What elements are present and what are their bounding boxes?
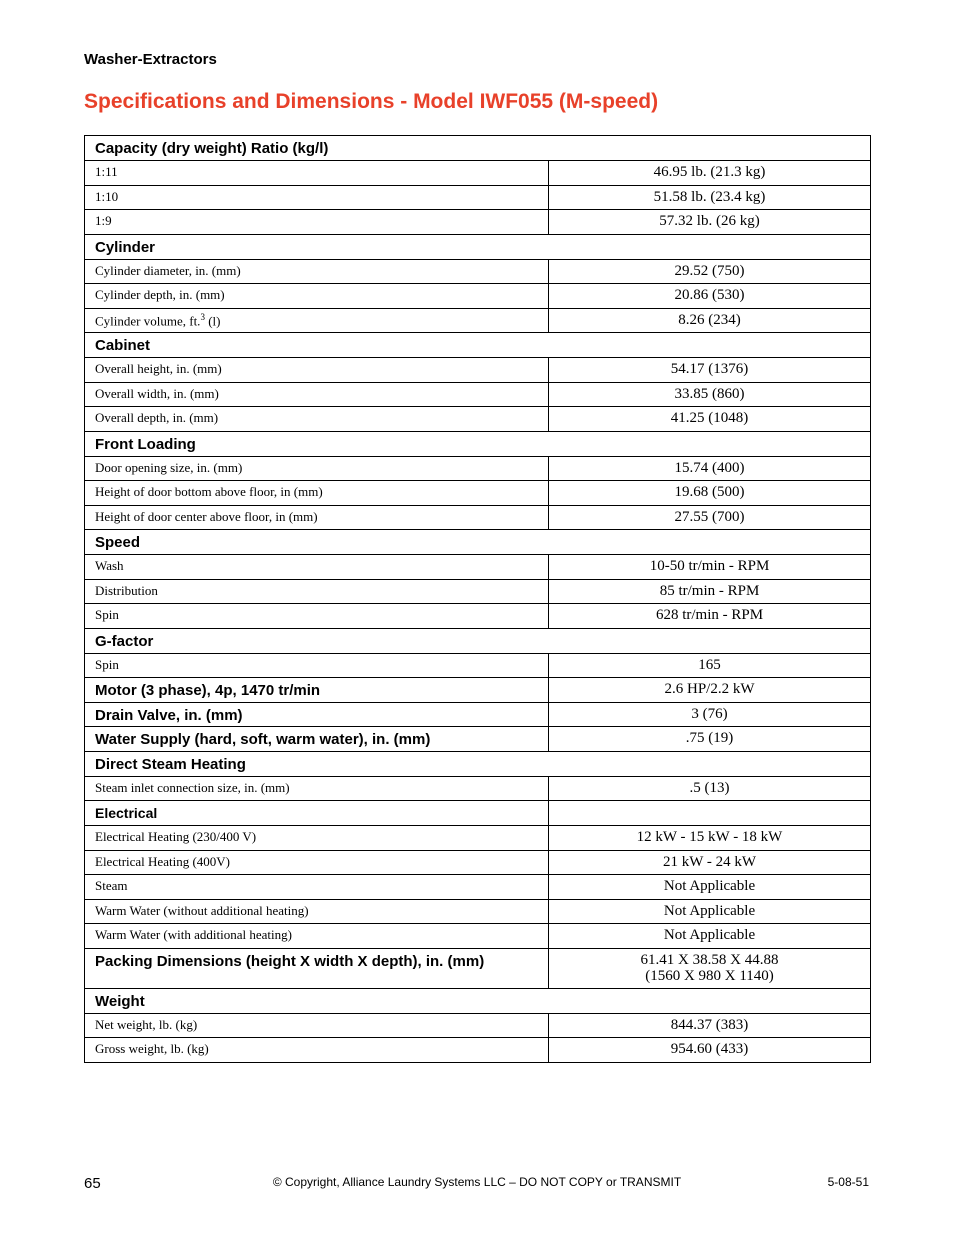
table-row xyxy=(85,284,871,309)
spec-value: 27.55 (700) xyxy=(549,505,871,530)
spec-value: 85 tr/min - RPM xyxy=(549,579,871,604)
spec-label: Spin xyxy=(85,653,549,678)
spec-value: 57.32 lb. (26 kg) xyxy=(549,210,871,235)
table-row xyxy=(85,161,871,186)
spec-value: 51.58 lb. (23.4 kg) xyxy=(549,185,871,210)
table-row xyxy=(85,604,871,629)
table-row xyxy=(85,210,871,235)
section-heading-cabinet: Cabinet xyxy=(85,333,871,358)
table-row xyxy=(85,727,871,752)
table-row xyxy=(85,456,871,481)
spec-label: Steam inlet connection size, in. (mm) xyxy=(85,776,549,801)
spec-label: 1:11 xyxy=(85,161,549,186)
spec-label: Height of door center above floor, in (mm) xyxy=(85,505,549,530)
spec-label: Distribution xyxy=(85,579,549,604)
spec-label: Warm Water (without additional heating) xyxy=(85,899,549,924)
spec-value: Not Applicable xyxy=(549,924,871,949)
spec-value: 19.68 (500) xyxy=(549,481,871,506)
superscript: 3 xyxy=(200,311,205,322)
table-row xyxy=(85,505,871,530)
table-row xyxy=(85,948,871,988)
spec-label: Cylinder diameter, in. (mm) xyxy=(85,259,549,284)
section-heading-row xyxy=(85,751,871,776)
spec-value: 165 xyxy=(549,653,871,678)
spec-value: 3 (76) xyxy=(549,702,871,727)
spec-value: 628 tr/min - RPM xyxy=(549,604,871,629)
section-heading-row xyxy=(85,988,871,1013)
table-row xyxy=(85,776,871,801)
spec-value: Not Applicable xyxy=(549,875,871,900)
section-header: Washer-Extractors xyxy=(84,51,217,68)
section-heading-cylinder: Cylinder xyxy=(85,234,871,259)
table-row xyxy=(85,382,871,407)
spec-value: 29.52 (750) xyxy=(549,259,871,284)
table-row xyxy=(85,185,871,210)
table-row xyxy=(85,899,871,924)
table-row xyxy=(85,653,871,678)
section-heading-row xyxy=(85,136,871,161)
spec-value: 15.74 (400) xyxy=(549,456,871,481)
spec-value: 844.37 (383) xyxy=(549,1013,871,1038)
table-row xyxy=(85,308,871,333)
spec-label: Door opening size, in. (mm) xyxy=(85,456,549,481)
spec-label: Spin xyxy=(85,604,549,629)
table-row xyxy=(85,875,871,900)
table-row xyxy=(85,850,871,875)
empty-cell xyxy=(549,801,871,826)
spec-label: Overall depth, in. (mm) xyxy=(85,407,549,432)
spec-label: Wash xyxy=(85,555,549,580)
spec-value: 954.60 (433) xyxy=(549,1038,871,1063)
section-heading-row xyxy=(85,431,871,456)
spec-label: 1:10 xyxy=(85,185,549,210)
packing-line-mm: (1560 X 980 X 1140) xyxy=(645,967,774,984)
footer-copyright: © Copyright, Alliance Laundry Systems LLC – DO NOT COPY or TRANSMIT xyxy=(272,1175,682,1189)
spec-value: 41.25 (1048) xyxy=(549,407,871,432)
spec-label: Steam xyxy=(85,875,549,900)
spec-value: 2.6 HP/2.2 kW xyxy=(549,678,871,703)
table-row xyxy=(85,1038,871,1063)
spec-value: 54.17 (1376) xyxy=(549,358,871,383)
specifications-table xyxy=(84,135,871,1063)
table-row xyxy=(85,259,871,284)
table-row xyxy=(85,407,871,432)
spec-label: Net weight, lb. (kg) xyxy=(85,1013,549,1038)
spec-label xyxy=(85,308,549,333)
footer-document-number: 5-08-51 xyxy=(827,1175,869,1189)
section-heading-row xyxy=(85,628,871,653)
label-unit: (l) xyxy=(204,312,221,328)
table-row xyxy=(85,1013,871,1038)
section-heading-front-loading: Front Loading xyxy=(85,431,871,456)
spec-value: 33.85 (860) xyxy=(549,382,871,407)
footer-page-number: 65 xyxy=(84,1175,101,1192)
spec-value: Not Applicable xyxy=(549,899,871,924)
label-text: Cylinder volume, ft. xyxy=(95,312,201,328)
spec-label: Gross weight, lb. (kg) xyxy=(85,1038,549,1063)
section-heading-row xyxy=(85,333,871,358)
spec-value: 20.86 (530) xyxy=(549,284,871,309)
spec-value: 21 kW - 24 kW xyxy=(549,850,871,875)
spec-label-motor: Motor (3 phase), 4p, 1470 tr/min xyxy=(85,678,549,703)
table-row xyxy=(85,579,871,604)
section-heading-row xyxy=(85,234,871,259)
section-heading-capacity: Capacity (dry weight) Ratio (kg/l) xyxy=(85,136,871,161)
table-row xyxy=(85,481,871,506)
section-heading-row xyxy=(85,801,871,826)
table-row xyxy=(85,826,871,851)
packing-line-inches: 61.41 X 38.58 X 44.88 xyxy=(640,951,779,968)
spec-label: Electrical Heating (230/400 V) xyxy=(85,826,549,851)
table-row xyxy=(85,702,871,727)
spec-label: Cylinder depth, in. (mm) xyxy=(85,284,549,309)
page-title: Specifications and Dimensions - Model IWF055 (M-speed) xyxy=(84,90,659,113)
spec-value: .5 (13) xyxy=(549,776,871,801)
spec-value: .75 (19) xyxy=(549,727,871,752)
spec-label: Warm Water (with additional heating) xyxy=(85,924,549,949)
spec-label-drain: Drain Valve, in. (mm) xyxy=(85,702,549,727)
section-heading-steam: Direct Steam Heating xyxy=(85,751,871,776)
spec-value-packing xyxy=(549,948,871,988)
section-heading-weight: Weight xyxy=(85,988,871,1013)
spec-label-water-supply: Water Supply (hard, soft, warm water), in. (mm) xyxy=(85,727,549,752)
table-row xyxy=(85,924,871,949)
spec-label: Height of door bottom above floor, in (mm) xyxy=(85,481,549,506)
spec-label: Overall height, in. (mm) xyxy=(85,358,549,383)
spec-value: 12 kW - 15 kW - 18 kW xyxy=(549,826,871,851)
section-heading-row xyxy=(85,530,871,555)
table-row xyxy=(85,358,871,383)
spec-value: 10-50 tr/min - RPM xyxy=(549,555,871,580)
spec-label: 1:9 xyxy=(85,210,549,235)
spec-label: Overall width, in. (mm) xyxy=(85,382,549,407)
spec-label-packing: Packing Dimensions (height X width X depth), in. (mm) xyxy=(85,948,549,988)
section-heading-gfactor: G-factor xyxy=(85,628,871,653)
spec-value: 46.95 lb. (21.3 kg) xyxy=(549,161,871,186)
section-heading-speed: Speed xyxy=(85,530,871,555)
section-heading-electrical: Electrical xyxy=(85,801,549,826)
spec-label: Electrical Heating (400V) xyxy=(85,850,549,875)
table-row xyxy=(85,678,871,703)
table-row xyxy=(85,555,871,580)
spec-value: 8.26 (234) xyxy=(549,308,871,333)
